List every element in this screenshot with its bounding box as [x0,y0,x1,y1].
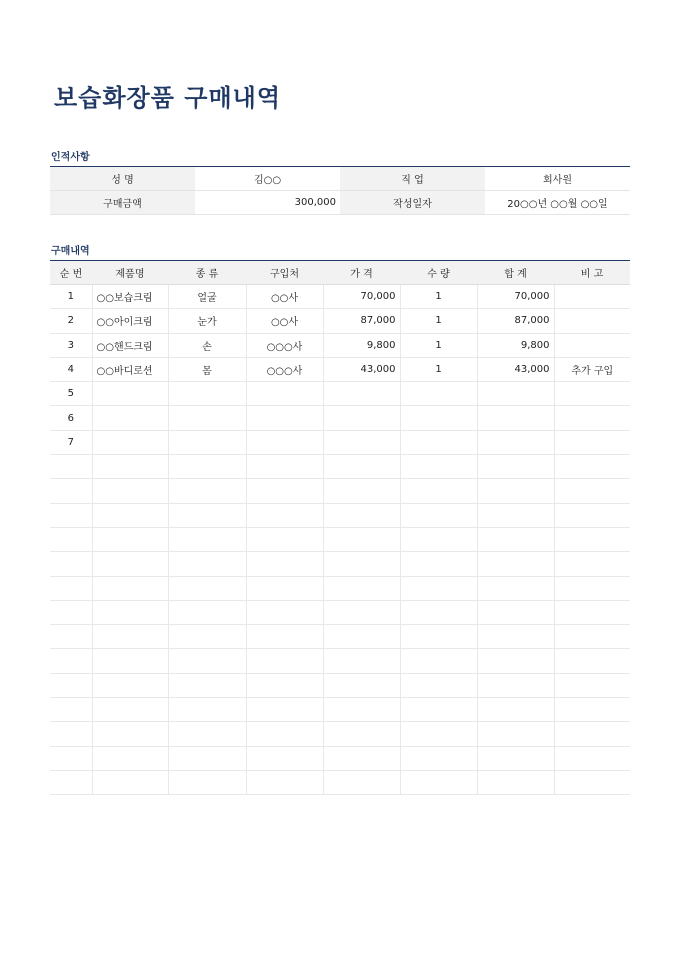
cell-no[interactable] [50,625,92,649]
cell-total[interactable] [477,527,554,551]
cell-note[interactable] [554,698,630,722]
cell-kind[interactable] [168,625,246,649]
cell-price[interactable] [323,600,400,624]
cell-product[interactable] [92,479,168,503]
cell-product[interactable] [92,552,168,576]
cell-total[interactable] [477,382,554,406]
cell-price[interactable]: 87,000 [323,309,400,333]
cell-qty[interactable] [400,455,477,479]
cell-price[interactable] [323,503,400,527]
table-row [50,698,630,722]
table-row [50,649,630,673]
cell-product[interactable] [92,455,168,479]
cell-note[interactable] [554,455,630,479]
cell-qty[interactable] [400,527,477,551]
cell-price[interactable] [323,479,400,503]
cell-store[interactable] [246,527,323,551]
cell-product[interactable]: ○○핸드크림 [92,333,168,357]
cell-store[interactable] [246,698,323,722]
cell-store[interactable]: ○○사 [246,285,323,309]
purchase-header-row [50,261,630,285]
cell-price[interactable] [323,455,400,479]
cell-note[interactable] [554,576,630,600]
cell-store[interactable] [246,673,323,697]
cell-price[interactable] [323,722,400,746]
cell-store[interactable] [246,552,323,576]
cell-kind[interactable] [168,382,246,406]
cell-store[interactable] [246,576,323,600]
cell-qty[interactable] [400,698,477,722]
cell-product[interactable] [92,382,168,406]
header-note: 비 고 [554,261,630,285]
table-row [50,406,630,430]
cell-note[interactable] [554,285,630,309]
cell-price[interactable] [323,576,400,600]
cell-note[interactable] [554,479,630,503]
cell-note[interactable] [554,309,630,333]
cell-note[interactable] [554,382,630,406]
cell-total[interactable] [477,479,554,503]
cell-qty[interactable] [400,746,477,770]
cell-qty[interactable] [400,722,477,746]
cell-qty[interactable] [400,430,477,454]
amount-label: 구매금액 [50,191,195,215]
cell-no[interactable] [50,527,92,551]
personal-row-2 [50,191,630,215]
cell-product[interactable] [92,722,168,746]
personal-row-1 [50,167,630,191]
cell-kind[interactable] [168,576,246,600]
table-row [50,746,630,770]
cell-no[interactable] [50,503,92,527]
cell-kind[interactable] [168,770,246,794]
amount-value[interactable]: 300,000 [195,191,340,215]
cell-note[interactable] [554,625,630,649]
cell-kind[interactable] [168,455,246,479]
cell-total[interactable]: 43,000 [477,357,554,381]
cell-store[interactable] [246,722,323,746]
table-row [50,576,630,600]
cell-store[interactable] [246,503,323,527]
cell-product[interactable]: ○○바디로션 [92,357,168,381]
cell-total[interactable] [477,406,554,430]
table-row [50,479,630,503]
cell-price[interactable] [323,625,400,649]
table-row [50,552,630,576]
cell-product[interactable] [92,698,168,722]
cell-product[interactable] [92,649,168,673]
cell-store[interactable] [246,746,323,770]
cell-total[interactable] [477,625,554,649]
cell-note[interactable]: 추가 구입 [554,357,630,381]
cell-total[interactable] [477,430,554,454]
cell-qty[interactable]: 1 [400,333,477,357]
cell-kind[interactable] [168,430,246,454]
cell-no[interactable] [50,600,92,624]
cell-price[interactable] [323,746,400,770]
cell-note[interactable] [554,503,630,527]
cell-kind[interactable] [168,503,246,527]
cell-product[interactable]: ○○아이크림 [92,309,168,333]
name-label: 성 명 [50,167,195,191]
cell-kind[interactable] [168,673,246,697]
cell-price[interactable]: 70,000 [323,285,400,309]
cell-no[interactable]: 6 [50,406,92,430]
cell-product[interactable] [92,406,168,430]
purchase-table [50,260,630,795]
cell-kind[interactable]: 손 [168,333,246,357]
header-store: 구입처 [246,261,323,285]
cell-price[interactable] [323,649,400,673]
cell-kind[interactable] [168,527,246,551]
cell-note[interactable] [554,600,630,624]
cell-store[interactable] [246,406,323,430]
cell-kind[interactable] [168,479,246,503]
cell-qty[interactable] [400,600,477,624]
cell-kind[interactable] [168,649,246,673]
personal-section-label: 인적사항 [51,152,90,163]
cell-price[interactable] [323,698,400,722]
cell-store[interactable] [246,382,323,406]
table-row [50,722,630,746]
table-row [50,600,630,624]
cell-store[interactable]: ○○○사 [246,357,323,381]
cell-store[interactable] [246,625,323,649]
cell-product[interactable] [92,746,168,770]
cell-store[interactable]: ○○○사 [246,333,323,357]
cell-qty[interactable] [400,625,477,649]
cell-no[interactable] [50,576,92,600]
cell-qty[interactable] [400,673,477,697]
cell-no[interactable]: 4 [50,357,92,381]
cell-price[interactable]: 9,800 [323,333,400,357]
cell-note[interactable] [554,527,630,551]
header-price: 가 격 [323,261,400,285]
table-row [50,430,630,454]
cell-kind[interactable] [168,698,246,722]
cell-no[interactable]: 3 [50,333,92,357]
table-row [50,285,630,309]
cell-kind[interactable] [168,552,246,576]
cell-qty[interactable] [400,649,477,673]
cell-qty[interactable] [400,479,477,503]
cell-price[interactable] [323,430,400,454]
cell-price[interactable] [323,382,400,406]
table-row [50,357,630,381]
cell-total[interactable] [477,770,554,794]
cell-kind[interactable]: 얼굴 [168,285,246,309]
cell-no[interactable]: 7 [50,430,92,454]
cell-total[interactable] [477,649,554,673]
job-value[interactable]: 회사원 [485,167,630,191]
cell-store[interactable] [246,770,323,794]
cell-product[interactable] [92,503,168,527]
cell-product[interactable] [92,625,168,649]
cell-qty[interactable]: 1 [400,309,477,333]
cell-no[interactable] [50,479,92,503]
date-value[interactable]: 20○○년 ○○월 ○○일 [485,191,630,215]
cell-qty[interactable]: 1 [400,285,477,309]
cell-price[interactable] [323,527,400,551]
table-row [50,309,630,333]
cell-product[interactable] [92,527,168,551]
table-row [50,382,630,406]
cell-kind[interactable] [168,406,246,430]
cell-no[interactable] [50,770,92,794]
table-row [50,333,630,357]
cell-no[interactable] [50,673,92,697]
cell-total[interactable] [477,552,554,576]
table-row [50,770,630,794]
cell-total[interactable] [477,698,554,722]
cell-no[interactable] [50,698,92,722]
cell-price[interactable] [323,673,400,697]
cell-total[interactable]: 70,000 [477,285,554,309]
cell-kind[interactable]: 몸 [168,357,246,381]
cell-qty[interactable] [400,770,477,794]
purchase-section-label: 구매내역 [51,246,90,257]
cell-no[interactable]: 1 [50,285,92,309]
cell-product[interactable] [92,673,168,697]
cell-note[interactable] [554,770,630,794]
cell-note[interactable] [554,673,630,697]
header-total: 합 계 [477,261,554,285]
cell-total[interactable] [477,503,554,527]
cell-price[interactable] [323,406,400,430]
table-row [50,625,630,649]
cell-note[interactable] [554,430,630,454]
cell-total[interactable] [477,722,554,746]
table-row [50,455,630,479]
job-label: 직 업 [340,167,485,191]
cell-store[interactable] [246,600,323,624]
cell-note[interactable] [554,552,630,576]
header-kind: 종 류 [168,261,246,285]
cell-product[interactable] [92,600,168,624]
table-row [50,503,630,527]
cell-qty[interactable]: 1 [400,357,477,381]
cell-store[interactable] [246,455,323,479]
cell-total[interactable]: 9,800 [477,333,554,357]
cell-store[interactable] [246,649,323,673]
cell-note[interactable] [554,746,630,770]
cell-note[interactable] [554,406,630,430]
cell-total[interactable] [477,600,554,624]
cell-price[interactable] [323,552,400,576]
cell-kind[interactable]: 눈가 [168,309,246,333]
cell-no[interactable] [50,649,92,673]
cell-no[interactable] [50,746,92,770]
cell-qty[interactable] [400,552,477,576]
cell-note[interactable] [554,649,630,673]
cell-kind[interactable] [168,746,246,770]
cell-no[interactable]: 2 [50,309,92,333]
cell-note[interactable] [554,333,630,357]
cell-total[interactable] [477,746,554,770]
page-title: 보습화장품 구매내역 [54,84,282,112]
personal-info-table [50,166,630,215]
cell-note[interactable] [554,722,630,746]
header-qty: 수 량 [400,261,477,285]
cell-total[interactable] [477,576,554,600]
cell-total[interactable] [477,455,554,479]
header-product: 제품명 [92,261,168,285]
table-row [50,527,630,551]
cell-store[interactable] [246,430,323,454]
cell-store[interactable]: ○○사 [246,309,323,333]
table-row [50,673,630,697]
cell-qty[interactable] [400,406,477,430]
cell-no[interactable] [50,722,92,746]
cell-product[interactable] [92,430,168,454]
cell-qty[interactable] [400,503,477,527]
header-no: 순 번 [50,261,92,285]
cell-total[interactable]: 87,000 [477,309,554,333]
cell-kind[interactable] [168,600,246,624]
date-label: 작성일자 [340,191,485,215]
cell-no[interactable] [50,455,92,479]
cell-product[interactable] [92,576,168,600]
cell-total[interactable] [477,673,554,697]
cell-no[interactable]: 5 [50,382,92,406]
cell-product[interactable]: ○○보습크림 [92,285,168,309]
cell-qty[interactable] [400,576,477,600]
cell-no[interactable] [50,552,92,576]
cell-price[interactable] [323,770,400,794]
cell-qty[interactable] [400,382,477,406]
cell-store[interactable] [246,479,323,503]
cell-price[interactable]: 43,000 [323,357,400,381]
cell-kind[interactable] [168,722,246,746]
cell-product[interactable] [92,770,168,794]
name-value[interactable]: 김○○ [195,167,340,191]
